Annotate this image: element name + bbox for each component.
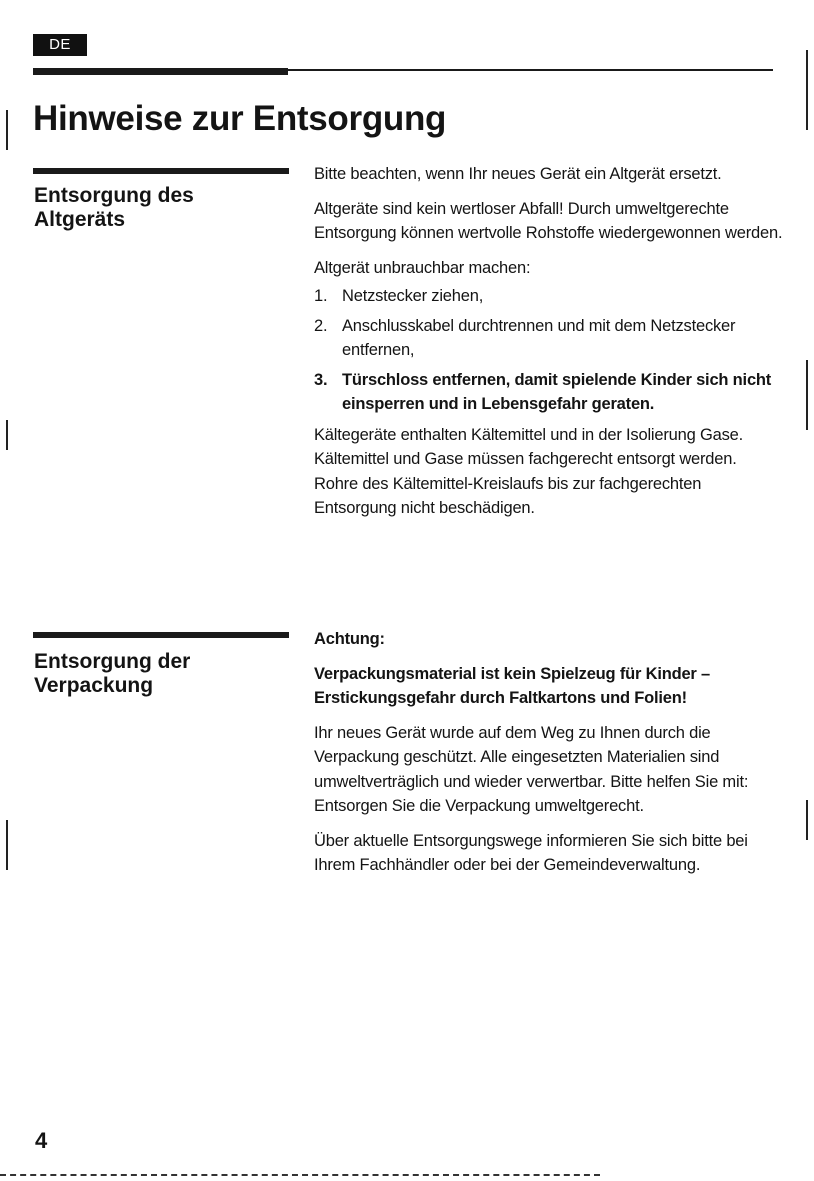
intro-text: Bitte beachten, wenn Ihr neues Gerät ein Altgerät ersetzt. — [314, 165, 722, 183]
disable-lead-text: Altgerät unbrauchbar machen: — [314, 258, 531, 277]
page-number: 4 — [35, 1128, 48, 1153]
step-number: 2. — [314, 316, 328, 335]
header-rule-thin — [288, 69, 773, 71]
step-number: 1. — [314, 287, 328, 305]
section-body-old-appliance — [314, 162, 784, 531]
section-body-packaging — [314, 627, 784, 888]
scan-edge-mark — [6, 820, 8, 870]
section-divider-packaging — [33, 632, 289, 638]
section-heading-packaging: Entsorgung der Verpackung — [34, 650, 191, 697]
step-text: Netzstecker ziehen, — [342, 287, 484, 305]
page-title: Hinweise zur Entsorgung — [33, 99, 447, 138]
scan-edge-mark — [806, 800, 808, 840]
step-text: Anschlusskabel durchtrennen und mit dem Netzstecker entfernen, — [342, 316, 736, 359]
footer-rule — [0, 1174, 600, 1176]
step-text: Türschloss entfernen, damit spielende Kinder sich nicht einsperren und in Lebensgefahr geraten. — [342, 370, 772, 413]
disposal-info-text: Über aktuelle Entsorgungswege informieren Sie sich bitte bei Ihrem Fachhändler oder bei der Gemeindeverwaltung. — [314, 831, 748, 874]
scan-edge-mark — [806, 360, 808, 430]
language-badge: DE — [33, 34, 87, 56]
step-item — [314, 314, 784, 363]
attention-label: Achtung: — [314, 630, 385, 648]
step-item — [314, 284, 784, 309]
scan-edge-mark — [6, 420, 8, 450]
refrigerant-text: Kältegeräte enthalten Kältemittel und in der Isolierung Gase. Kältemittel und Gase müssen fachgerecht entsorgt werden. Rohre des Kältemittel-Kreislaufs bis zur fachgerechten Entsorgung nicht beschädigen. — [314, 425, 743, 517]
scan-edge-mark — [6, 110, 8, 150]
section-heading-old-appliance: Entsorgung des Altgeräts — [34, 184, 194, 231]
disable-steps-list — [314, 284, 784, 417]
step-item — [314, 368, 784, 417]
recycling-text: Altgeräte sind kein wertloser Abfall! Durch umweltgerechte Entsorgung können wertvolle Rohstoffe wiedergewonnen werden. — [314, 199, 783, 242]
packaging-warning: Verpackungsmaterial ist kein Spielzeug für Kinder – Erstickungsgefahr durch Faltkartons und Folien! — [314, 664, 711, 707]
packaging-text: Ihr neues Gerät wurde auf dem Weg zu Ihnen durch die Verpackung geschützt. Alle eingesetzten Materialien sind umweltverträglich und wieder verwertbar. Bitte helfen Sie mit: Entsorgen Sie die Verpackung umweltgerecht. — [314, 723, 749, 815]
section-divider-old-appliance — [33, 168, 289, 174]
header-rule-thick — [33, 68, 288, 75]
scan-edge-mark — [806, 50, 808, 130]
step-number: 3. — [314, 370, 328, 389]
